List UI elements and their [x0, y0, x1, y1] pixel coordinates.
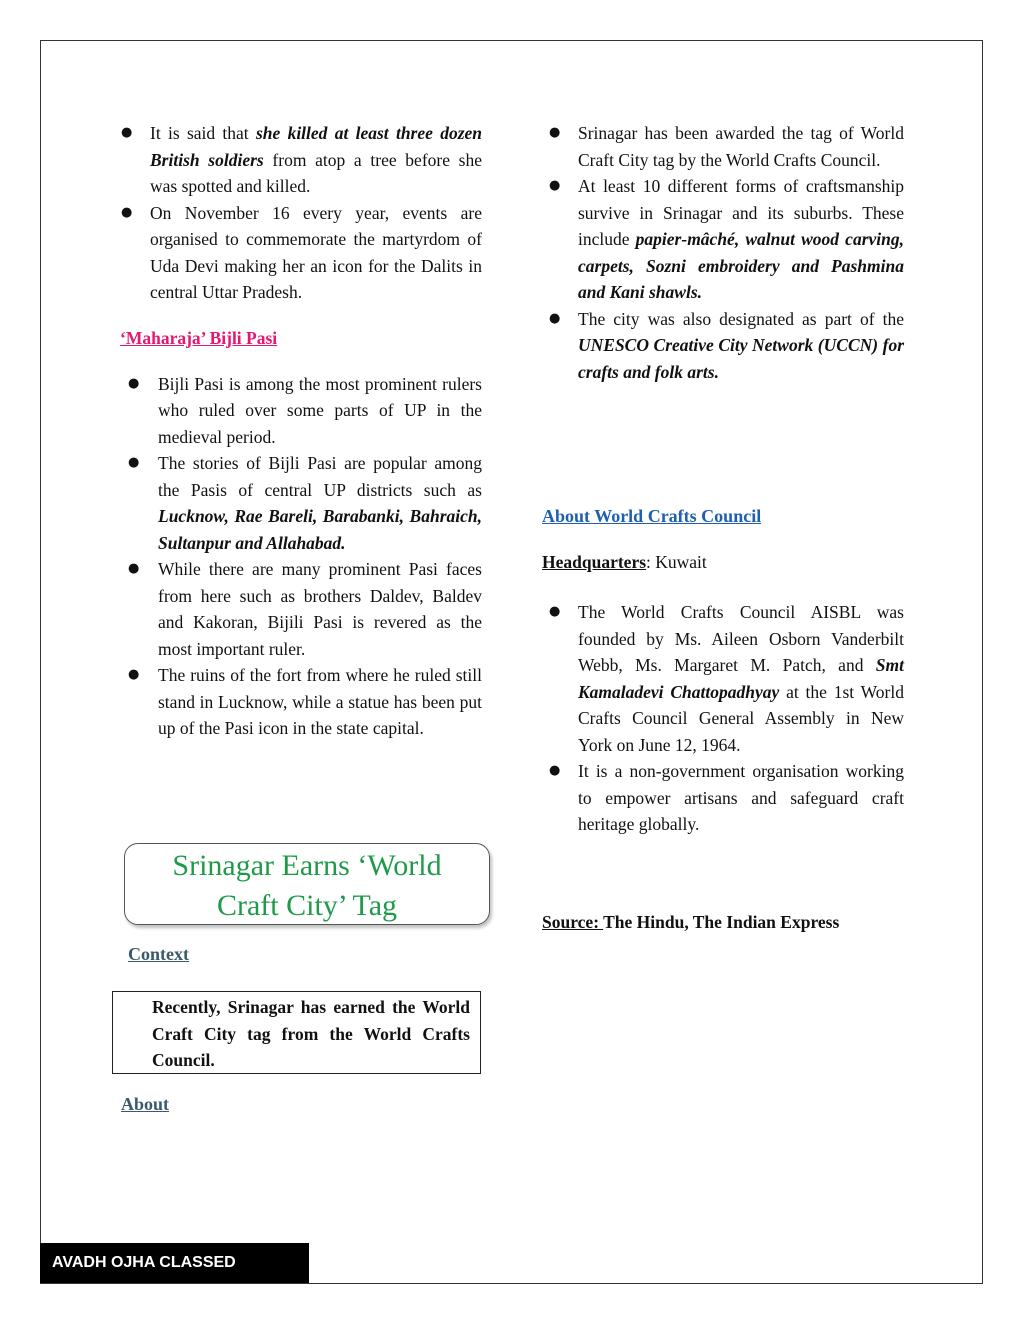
source-label: Source: — [542, 912, 604, 932]
list-item: ● It is said that she killed at least three dozen British soldiers from atop a tree before she was spotted and killed. — [112, 120, 482, 200]
list-item: ● The stories of Bijli Pasi are popular among the Pasis of central UP districts such as Lucknow, Rae Bareli, Barabanki, Bahraich, Sultanpur and Allahabad. — [112, 450, 482, 556]
bijli-pasi-heading: ‘Maharaja’ Bijli Pasi — [120, 327, 278, 348]
list-item: ● While there are many prominent Pasi faces from here such as brothers Daldev, Baldev and Kakoran, Bijili Pasi is revered as the most important ruler. — [112, 556, 482, 662]
source-line — [542, 912, 839, 933]
right-column — [540, 120, 904, 385]
context-heading: Context — [128, 944, 189, 964]
wcc-list — [540, 599, 904, 838]
list-item: ● At least 10 different forms of craftsmanship survive in Srinagar and its suburbs. These include papier-mâché, walnut wood carving, carpets, Sozni embroidery and Pashmina and Kani shawls. — [540, 173, 904, 306]
list-item: ● On November 16 every year, events are organised to commemorate the martyrdom of Uda Devi making her an icon for the Dalits in central Uttar Pradesh. — [112, 200, 482, 306]
left-column — [112, 120, 482, 742]
srinagar-list — [540, 120, 904, 385]
wcc-heading: About World Crafts Council — [542, 506, 762, 526]
list-item: ● It is a non-government organisation working to empower artisans and safeguard craft heritage globally. — [540, 758, 904, 838]
list-item: ● Bijli Pasi is among the most prominent rulers who ruled over some parts of UP in the medieval period. — [112, 371, 482, 451]
footer-brand: AVADH OJHA CLASSED — [40, 1243, 309, 1283]
headquarters-line — [542, 552, 707, 573]
section-title-line2: Craft City’ Tag — [216, 889, 398, 922]
headquarters-label: Headquarters — [542, 552, 647, 572]
list-item: ● The ruins of the fort from where he ruled still stand in Lucknow, while a statue has been put up of the Pasi icon in the state capital. — [112, 662, 482, 742]
wcc-column — [540, 599, 904, 838]
about-heading: About — [121, 1094, 170, 1114]
bijli-pasi-list — [112, 371, 482, 742]
headquarters-value: : Kuwait — [646, 552, 707, 572]
uda-devi-list — [112, 120, 482, 306]
section-title-line1: Srinagar Earns ‘World — [172, 849, 442, 882]
context-box: Recently, Srinagar has earned the World Craft City tag from the World Crafts Council. — [112, 991, 481, 1074]
list-item: ● The World Crafts Council AISBL was founded by Ms. Aileen Osborn Vanderbilt Webb, Ms. Margaret M. Patch, and Smt Kamaladevi Chattopadhyay at the 1st World Crafts Council General Assembly in New York on June 12, 1964. — [540, 599, 904, 758]
source-value: The Hindu, The Indian Express — [603, 912, 840, 932]
list-item: ● Srinagar has been awarded the tag of World Craft City tag by the World Crafts Council. — [540, 120, 904, 173]
section-title-box — [124, 843, 490, 925]
list-item: ● The city was also designated as part of the UNESCO Creative City Network (UCCN) for crafts and folk arts. — [540, 306, 904, 386]
